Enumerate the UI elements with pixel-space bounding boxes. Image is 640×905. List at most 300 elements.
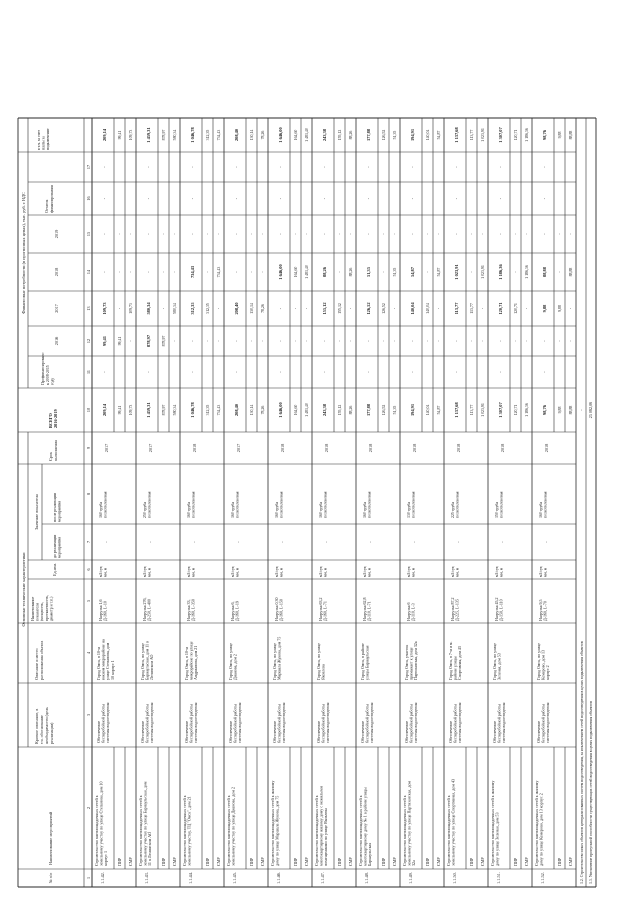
- header-prev: году: [50, 377, 55, 385]
- header-param: (мощность,: [40, 602, 45, 621]
- row-param: Д-160, L-19: [234, 601, 240, 621]
- row-location: южном микрорайоне на: [100, 639, 106, 680]
- header-num: № п/п: [48, 872, 53, 884]
- row-location: Город Омск, в 10-м: [184, 647, 189, 680]
- subrow-smr-total: 88,26: [349, 405, 353, 415]
- subrow-pir-y2016: 878,97: [162, 335, 166, 347]
- subrow-pir-y2019: -: [294, 233, 298, 235]
- row-incl: 208,40: [234, 128, 239, 142]
- subrow-smr-incl: 78,26: [261, 130, 265, 140]
- row-after: полиэтиленовая: [323, 491, 328, 518]
- subrow-smr-y2017: 109,73: [129, 303, 133, 314]
- header-param: диаметр и т.п.): [49, 596, 54, 621]
- row-y2019: -: [454, 233, 459, 235]
- header-param: протяженность,: [44, 594, 49, 621]
- row-empty: -: [102, 197, 107, 200]
- row-location: Город Омск, по улице: [272, 642, 277, 680]
- row-name: Строительство внеплощадочных сетей к жилому: [270, 780, 275, 866]
- row-param: Нагрузка 45,2: [494, 597, 499, 621]
- row-aim: Обеспечение: [536, 720, 541, 743]
- row-name: земельному участку, ТЦ "Омск", дом 21: [186, 796, 192, 866]
- row-aim: системы водоотведения: [325, 702, 331, 743]
- row-param: Д-160, L-71: [322, 601, 328, 621]
- subrow-smr-y2017: -: [525, 307, 529, 310]
- row-location: Маршала Жукова, дом 75: [276, 636, 282, 680]
- row-location: Город Омск, по улице: [228, 642, 233, 680]
- row-incl: 1 137,68: [454, 127, 459, 143]
- subrow-smr-y2018: -: [261, 271, 265, 273]
- row-after: 150 труба: [495, 501, 499, 518]
- subrow-pir-incl: 140,04: [426, 129, 430, 141]
- row-location: Андрианова, дом 21: [193, 645, 199, 680]
- row-number: 1.1.52.: [540, 872, 545, 884]
- row-number: 1.1.45.: [232, 872, 237, 884]
- subrow-smr-total: 51,35: [393, 405, 397, 415]
- subrow-label-pir: ПИР: [161, 857, 166, 866]
- summary-total: -: [579, 409, 584, 411]
- row-y2018: 51,35: [366, 267, 371, 277]
- subrow-smr-y2016: -: [569, 340, 573, 342]
- row-empty: -: [278, 371, 283, 373]
- row-after: 160 труба: [539, 501, 543, 518]
- row-total: 98,76: [542, 405, 547, 415]
- row-y2019: -: [234, 233, 239, 235]
- subrow-pir-y2017: 126,52: [382, 303, 386, 314]
- row-y2019: -: [542, 233, 547, 235]
- row-unit: м3/сут,: [539, 565, 543, 577]
- row-y2017: 120,71: [498, 302, 503, 315]
- subrow-label-smr: СМР: [524, 857, 529, 866]
- subrow-pir-total: 164,60: [294, 404, 298, 416]
- header-group-fin: Финансовые потребности (в прогнозных ценах), тыс. руб. с НДС: [21, 192, 26, 314]
- row-y2016: -: [234, 340, 239, 342]
- row-total: 1 646,00: [278, 402, 283, 418]
- row-after: 160 труба: [231, 501, 235, 518]
- subrow-pir-total: 120,71: [514, 404, 518, 416]
- subrow-smr-y2017: -: [437, 307, 441, 310]
- row-before: -: [236, 541, 241, 543]
- row-y2019: -: [498, 233, 503, 235]
- row-empty: -: [322, 197, 327, 200]
- row-name: 11 в Ленинском АО: [147, 832, 153, 866]
- subrow-pir-y2017: 9,88: [558, 305, 562, 312]
- subrow-smr-y2016: -: [525, 340, 529, 342]
- row-name: Строительство внеплощадочных сетей к: [182, 795, 187, 866]
- subrow-smr-incl: 88,26: [349, 130, 353, 140]
- row-param: Нагрузка 6: [406, 602, 411, 621]
- subrow-label-smr: СМР: [436, 857, 441, 866]
- subrow-smr-total: 1 023,91: [481, 403, 485, 417]
- row-location: Город Омск, по улице: [536, 642, 541, 680]
- column-number: 10: [86, 407, 91, 413]
- subrow-smr-total: 54,87: [437, 405, 441, 415]
- subrow-label-smr: СМР: [304, 857, 309, 866]
- row-incl: 243,38: [322, 128, 327, 142]
- subrow-pir-y2019: -: [162, 233, 166, 235]
- row-total: 243,38: [322, 403, 327, 417]
- row-before: -: [368, 541, 373, 543]
- subrow-label-smr: СМР: [568, 857, 573, 866]
- row-term: 2018: [324, 443, 329, 453]
- row-location: Город Омск, в 10-м: [96, 647, 101, 680]
- subrow-smr-y2016: -: [173, 340, 177, 342]
- row-unit: м3/сут,: [231, 565, 235, 577]
- row-param: Д-110, L-71: [366, 601, 372, 621]
- subrow-pir-y2018: -: [470, 271, 474, 273]
- subrow-smr-y2016: -: [305, 340, 309, 342]
- subrow-pir-y2016: -: [250, 340, 254, 342]
- row-empty: -: [278, 166, 283, 168]
- subrow-label-pir: ПИР: [205, 857, 210, 866]
- subrow-label-smr: СМР: [348, 857, 353, 866]
- row-name: земельному участку по улице Барнаульская, дом: [142, 781, 148, 866]
- row-param: Нагрузка 62,8: [362, 597, 367, 621]
- subrow-pir-y2019: -: [338, 233, 342, 235]
- row-aim: бесперебойной работы: [232, 704, 238, 743]
- row-name: Барнаульская: [367, 842, 373, 866]
- row-y2018: 1 646,00: [278, 264, 283, 280]
- row-param: Д-150, L-110: [498, 599, 504, 621]
- row-param: Нагрузка 276,: [142, 597, 147, 621]
- subrow-smr-incl: 734,43: [217, 129, 221, 141]
- row-incl: 1 046,78: [190, 127, 195, 143]
- subrow-pir-total: 113,77: [470, 404, 474, 416]
- row-aim: бесперебойной работы: [188, 704, 194, 743]
- row-term: 2017: [236, 443, 241, 453]
- row-aim: бесперебойной работы: [452, 704, 458, 743]
- subrow-smr-y2016: -: [437, 340, 441, 342]
- row-name: Строительство внеплощадочных сетей к: [446, 795, 451, 866]
- row-param: Нагрузка 33,: [186, 599, 191, 621]
- row-aim: Обеспечение: [184, 720, 189, 743]
- row-empty: -: [234, 166, 239, 168]
- row-location: Партизанская, дом 32а: [413, 641, 419, 680]
- row-term: 2017: [148, 443, 153, 453]
- subrow-smr-y2018: 1 186,36: [525, 265, 529, 279]
- row-unit: мм, м: [455, 567, 460, 577]
- subrow-pir-incl: 126,52: [382, 129, 386, 141]
- row-unit: мм, м: [499, 567, 504, 577]
- subrow-smr-y2017: -: [481, 307, 485, 310]
- row-aim: системы водоотведения: [369, 702, 375, 743]
- row-after: полиэтиленовая: [191, 491, 196, 518]
- row-empty: -: [146, 166, 151, 168]
- row-empty: -: [146, 197, 151, 200]
- header-term: Срок: [48, 452, 53, 461]
- subrow-pir-incl: 312,35: [206, 129, 210, 141]
- row-after: 130 труба: [407, 501, 411, 518]
- subrow-smr-y2016: -: [129, 340, 133, 342]
- subrow-smr-y2019: -: [261, 233, 265, 235]
- row-y2019: -: [278, 233, 283, 235]
- row-location: улицы Барнаульская: [364, 645, 370, 680]
- row-y2016: 99,41: [102, 336, 107, 346]
- row-aim: бесперебойной работы: [408, 704, 414, 743]
- row-after: 160 труба: [275, 501, 279, 518]
- row-number: 1.1.48.: [364, 872, 369, 884]
- row-empty: -: [102, 166, 107, 168]
- subrow-pir-y2018: -: [382, 271, 386, 273]
- row-aim: системы водоотведения: [105, 702, 111, 743]
- row-aim: бесперебойной работы: [144, 704, 150, 743]
- subrow-smr-y2018: 51,35: [393, 267, 397, 277]
- row-y2018: 734,43: [190, 265, 195, 279]
- row-empty: -: [542, 197, 547, 200]
- row-location: Город Омск, по улице: [316, 642, 321, 680]
- row-unit: мм, м: [367, 567, 372, 577]
- row-aim: бесперебойной работы: [540, 704, 546, 743]
- header-before: мероприятия: [57, 536, 62, 558]
- header-before: до реализации: [53, 534, 57, 558]
- subrow-pir-y2016: -: [558, 340, 562, 342]
- row-name: дому по улице Маршала Жукова, дом 75: [274, 795, 280, 866]
- row-aim: Обеспечение: [404, 720, 409, 743]
- subrow-smr-y2019: -: [481, 233, 485, 235]
- row-y2017: 312,35: [190, 302, 195, 315]
- header-param: показателя: [35, 603, 40, 621]
- row-y2016: -: [542, 340, 547, 342]
- row-y2016: -: [498, 340, 503, 342]
- row-unit: мм, м: [103, 567, 108, 577]
- row-y2018: -: [146, 271, 151, 273]
- row-term: 2018: [412, 443, 417, 453]
- row-y2017: 113,77: [454, 302, 459, 315]
- subrow-smr-y2016: -: [481, 340, 485, 342]
- row-name: дому по улице Кемерово, дом 13 корпус 2: [538, 793, 544, 866]
- row-name: Строительство внеплощадочных сетей к жилому: [534, 780, 539, 866]
- row-term: 2017: [104, 443, 109, 453]
- row-empty: -: [410, 371, 415, 373]
- subrow-pir-y2019: -: [250, 233, 254, 235]
- subrow-pir-y2019: -: [382, 233, 386, 235]
- subrow-smr-y2017: -: [217, 307, 221, 310]
- row-total: 1 137,68: [454, 402, 459, 418]
- subrow-label-smr: СМР: [392, 857, 397, 866]
- subrow-pir-y2016: 99,41: [118, 336, 122, 346]
- row-number: 1.1.42.: [100, 872, 105, 884]
- row-aim: бесперебойной работы: [276, 704, 282, 743]
- subrow-pir-y2017: 312,35: [206, 303, 210, 314]
- row-after: 250 труба: [143, 501, 147, 518]
- row-aim: бесперебойной работы: [100, 704, 106, 743]
- row-empty: -: [190, 166, 195, 168]
- row-y2019: -: [190, 233, 195, 235]
- subrow-label-smr: СМР: [172, 857, 177, 866]
- row-total: 1 459,31: [146, 402, 151, 418]
- header-prev: Профинансировано: [41, 352, 45, 385]
- row-name: многоквартирному жилому дому с нежилыми: [318, 786, 324, 866]
- header-year: 2019: [54, 229, 59, 239]
- row-empty: -: [190, 371, 195, 373]
- subrow-pir-y2019: -: [470, 233, 474, 235]
- row-after: полиэтиленовая: [235, 491, 240, 518]
- row-y2019: -: [322, 233, 327, 235]
- row-name: дому по улице Зеленая, дом 53: [494, 812, 500, 866]
- row-empty: -: [454, 166, 459, 168]
- row-unit: м3/сут,: [99, 565, 103, 577]
- row-param: Нагрузка 6,: [230, 601, 235, 621]
- row-term: 2018: [280, 443, 285, 453]
- header-location: расположения объекта: [39, 640, 44, 680]
- row-location: Барнаульская, дом 11 в: [144, 641, 150, 680]
- row-location: Город Омск, в районе: [360, 643, 365, 680]
- subrow-smr-incl: 1 023,91: [481, 128, 485, 142]
- header-after: мероприятия: [57, 500, 62, 522]
- row-param: Нагрузка 87,2: [450, 597, 455, 621]
- row-incl: 194,91: [410, 128, 415, 142]
- subrow-smr-incl: 1 186,36: [525, 128, 529, 142]
- subrow-smr-incl: 88,88: [569, 130, 573, 140]
- row-after: полиэтиленовая: [147, 491, 152, 518]
- subrow-pir-total: 126,52: [382, 404, 386, 416]
- column-number: 16: [86, 196, 91, 201]
- column-number: 5: [86, 599, 91, 603]
- column-number: 12: [86, 338, 91, 344]
- row-number: 1.1.47.: [320, 872, 325, 884]
- row-unit: м3/сут,: [495, 565, 499, 577]
- column-number: 14: [86, 269, 91, 275]
- row-before: -: [456, 541, 461, 543]
- row-after: 225 труба: [451, 501, 455, 518]
- subrow-smr-y2017: -: [569, 307, 573, 310]
- row-after: полиэтиленовая: [103, 491, 108, 518]
- row-aim: системы водоотведения: [237, 702, 243, 743]
- row-location: Город Омск, по улице: [492, 642, 497, 680]
- subrow-smr-total: 580,34: [173, 404, 177, 416]
- row-location: Город Омск, участок: [404, 644, 409, 680]
- subrow-smr-y2018: 1 481,40: [305, 265, 309, 279]
- row-name: земельному участку по улице Спортивная, дом 43: [450, 778, 456, 866]
- subrow-smr-y2017: -: [349, 307, 353, 310]
- row-y2017: -: [278, 307, 283, 310]
- subrow-smr-y2018: -: [129, 271, 133, 273]
- header-aim: Краткое описание, в: [34, 708, 39, 744]
- subrow-pir-incl: 113,77: [470, 129, 474, 141]
- row-aim: бесперебойной работы: [496, 704, 502, 743]
- row-y2016: -: [322, 340, 327, 342]
- column-number: 2: [86, 806, 91, 810]
- row-empty: -: [146, 371, 151, 373]
- row-empty: -: [234, 371, 239, 373]
- subrow-smr-y2019: -: [217, 233, 221, 235]
- subrow-smr-y2018: 88,88: [569, 267, 573, 277]
- subrow-pir-y2017: 155,12: [338, 303, 342, 314]
- header-year: 2017: [54, 304, 59, 313]
- subrow-smr-y2018: 1 023,91: [481, 265, 485, 279]
- row-location: Зеленая, дом 53: [496, 653, 502, 680]
- column-number: 11: [86, 369, 91, 375]
- row-location: корпус 2: [545, 665, 551, 680]
- subrow-pir-y2017: 120,71: [514, 303, 518, 314]
- row-aim: Обеспечение: [140, 720, 145, 743]
- row-term: 2018: [192, 443, 197, 453]
- row-y2016: -: [366, 340, 371, 342]
- subrow-pir-y2019: -: [426, 233, 430, 235]
- row-unit: мм, м: [323, 567, 328, 577]
- row-after: полиэтиленовая: [411, 491, 416, 518]
- row-empty: -: [102, 371, 107, 373]
- row-empty: -: [410, 166, 415, 168]
- row-total: 1 046,78: [190, 402, 195, 418]
- row-after: полиэтиленовая: [455, 491, 460, 518]
- subrow-pir-y2017: -: [118, 307, 122, 310]
- header-rest: финансирования: [49, 185, 54, 213]
- header-aim: реализации): [49, 722, 54, 744]
- row-name: Строительство внеплощадочных сетей к: [226, 795, 231, 866]
- row-incl: 1 646,00: [278, 127, 283, 143]
- row-location: микрорайоне по улице: [188, 641, 194, 680]
- row-before: -: [324, 541, 329, 543]
- subrow-pir-total: 99,41: [118, 405, 122, 415]
- subrow-smr-total: 109,73: [129, 404, 133, 416]
- row-total: 208,40: [234, 403, 239, 417]
- column-number: 4: [86, 651, 91, 655]
- row-name: земельному участку по улице Дианова, дом 2: [230, 787, 236, 866]
- row-y2018: -: [102, 271, 107, 273]
- subrow-pir-y2018: -: [558, 271, 562, 273]
- row-param: Д-250, L-400: [146, 599, 152, 621]
- row-location: Спортивная, дом 43: [457, 646, 463, 680]
- row-location: Яковлева: [320, 664, 326, 680]
- subrow-smr-y2016: -: [393, 340, 397, 342]
- row-y2017: 9,88: [542, 304, 547, 313]
- row-empty: -: [498, 166, 503, 168]
- header-group-tech: Основные технические характеристики: [21, 552, 26, 627]
- row-after: 160 труба: [319, 501, 323, 518]
- row-number: 1.1.51.: [496, 872, 501, 884]
- row-y2019: -: [410, 233, 415, 235]
- subrow-smr-y2019: -: [569, 233, 573, 235]
- row-name: Строительство внеплощадочных сетей к: [358, 795, 363, 866]
- row-total: 1 307,07: [498, 402, 503, 418]
- summary-total: 25 082,06: [588, 401, 593, 419]
- row-number: 1.1.44.: [188, 872, 193, 884]
- subrow-pir-y2017: 140,04: [426, 303, 430, 314]
- row-after: полиэтиленовая: [367, 491, 372, 518]
- subrow-smr-total: 1 481,40: [305, 403, 309, 417]
- row-aim: системы водоотведения: [501, 702, 507, 743]
- header-name: Наименование мероприятий: [48, 811, 53, 865]
- row-y2016: -: [278, 340, 283, 342]
- row-name: Строительство внеплощадочных сетей к жилому: [490, 780, 495, 866]
- row-before: -: [192, 541, 197, 543]
- subrow-smr-incl: 54,87: [437, 130, 441, 140]
- row-y2019: -: [102, 233, 107, 235]
- column-number: 1: [86, 876, 91, 880]
- subrow-pir-total: 9,88: [558, 406, 562, 414]
- row-aim: Обеспечение: [96, 720, 101, 743]
- row-aim: системы водоотведения: [457, 702, 463, 743]
- subrow-label-smr: СМР: [216, 857, 221, 866]
- row-name: помещениями по улице Яковлева: [323, 808, 329, 866]
- row-empty: -: [366, 166, 371, 168]
- header-after: после реализации: [53, 493, 57, 522]
- row-before: -: [500, 541, 505, 543]
- header-total: 2016-2019: [53, 409, 58, 428]
- row-empty: -: [190, 197, 195, 200]
- row-param: Нагрузка 9,5: [538, 599, 543, 621]
- row-term: 2018: [500, 443, 505, 453]
- row-name: Строительство внеплощадочных сетей к: [314, 795, 319, 866]
- row-location: 10 корпус 1: [109, 660, 115, 680]
- row-after: 160 труба: [187, 501, 191, 518]
- subrow-pir-incl: 99,41: [118, 130, 122, 140]
- row-y2016: -: [454, 340, 459, 342]
- column-number: 8: [86, 492, 91, 496]
- header-aim: т.ч. обоснование: [39, 715, 44, 744]
- row-after: 160 труба: [99, 501, 103, 518]
- row-name: многоквартирному дому № 1 в районе улицы: [362, 787, 368, 866]
